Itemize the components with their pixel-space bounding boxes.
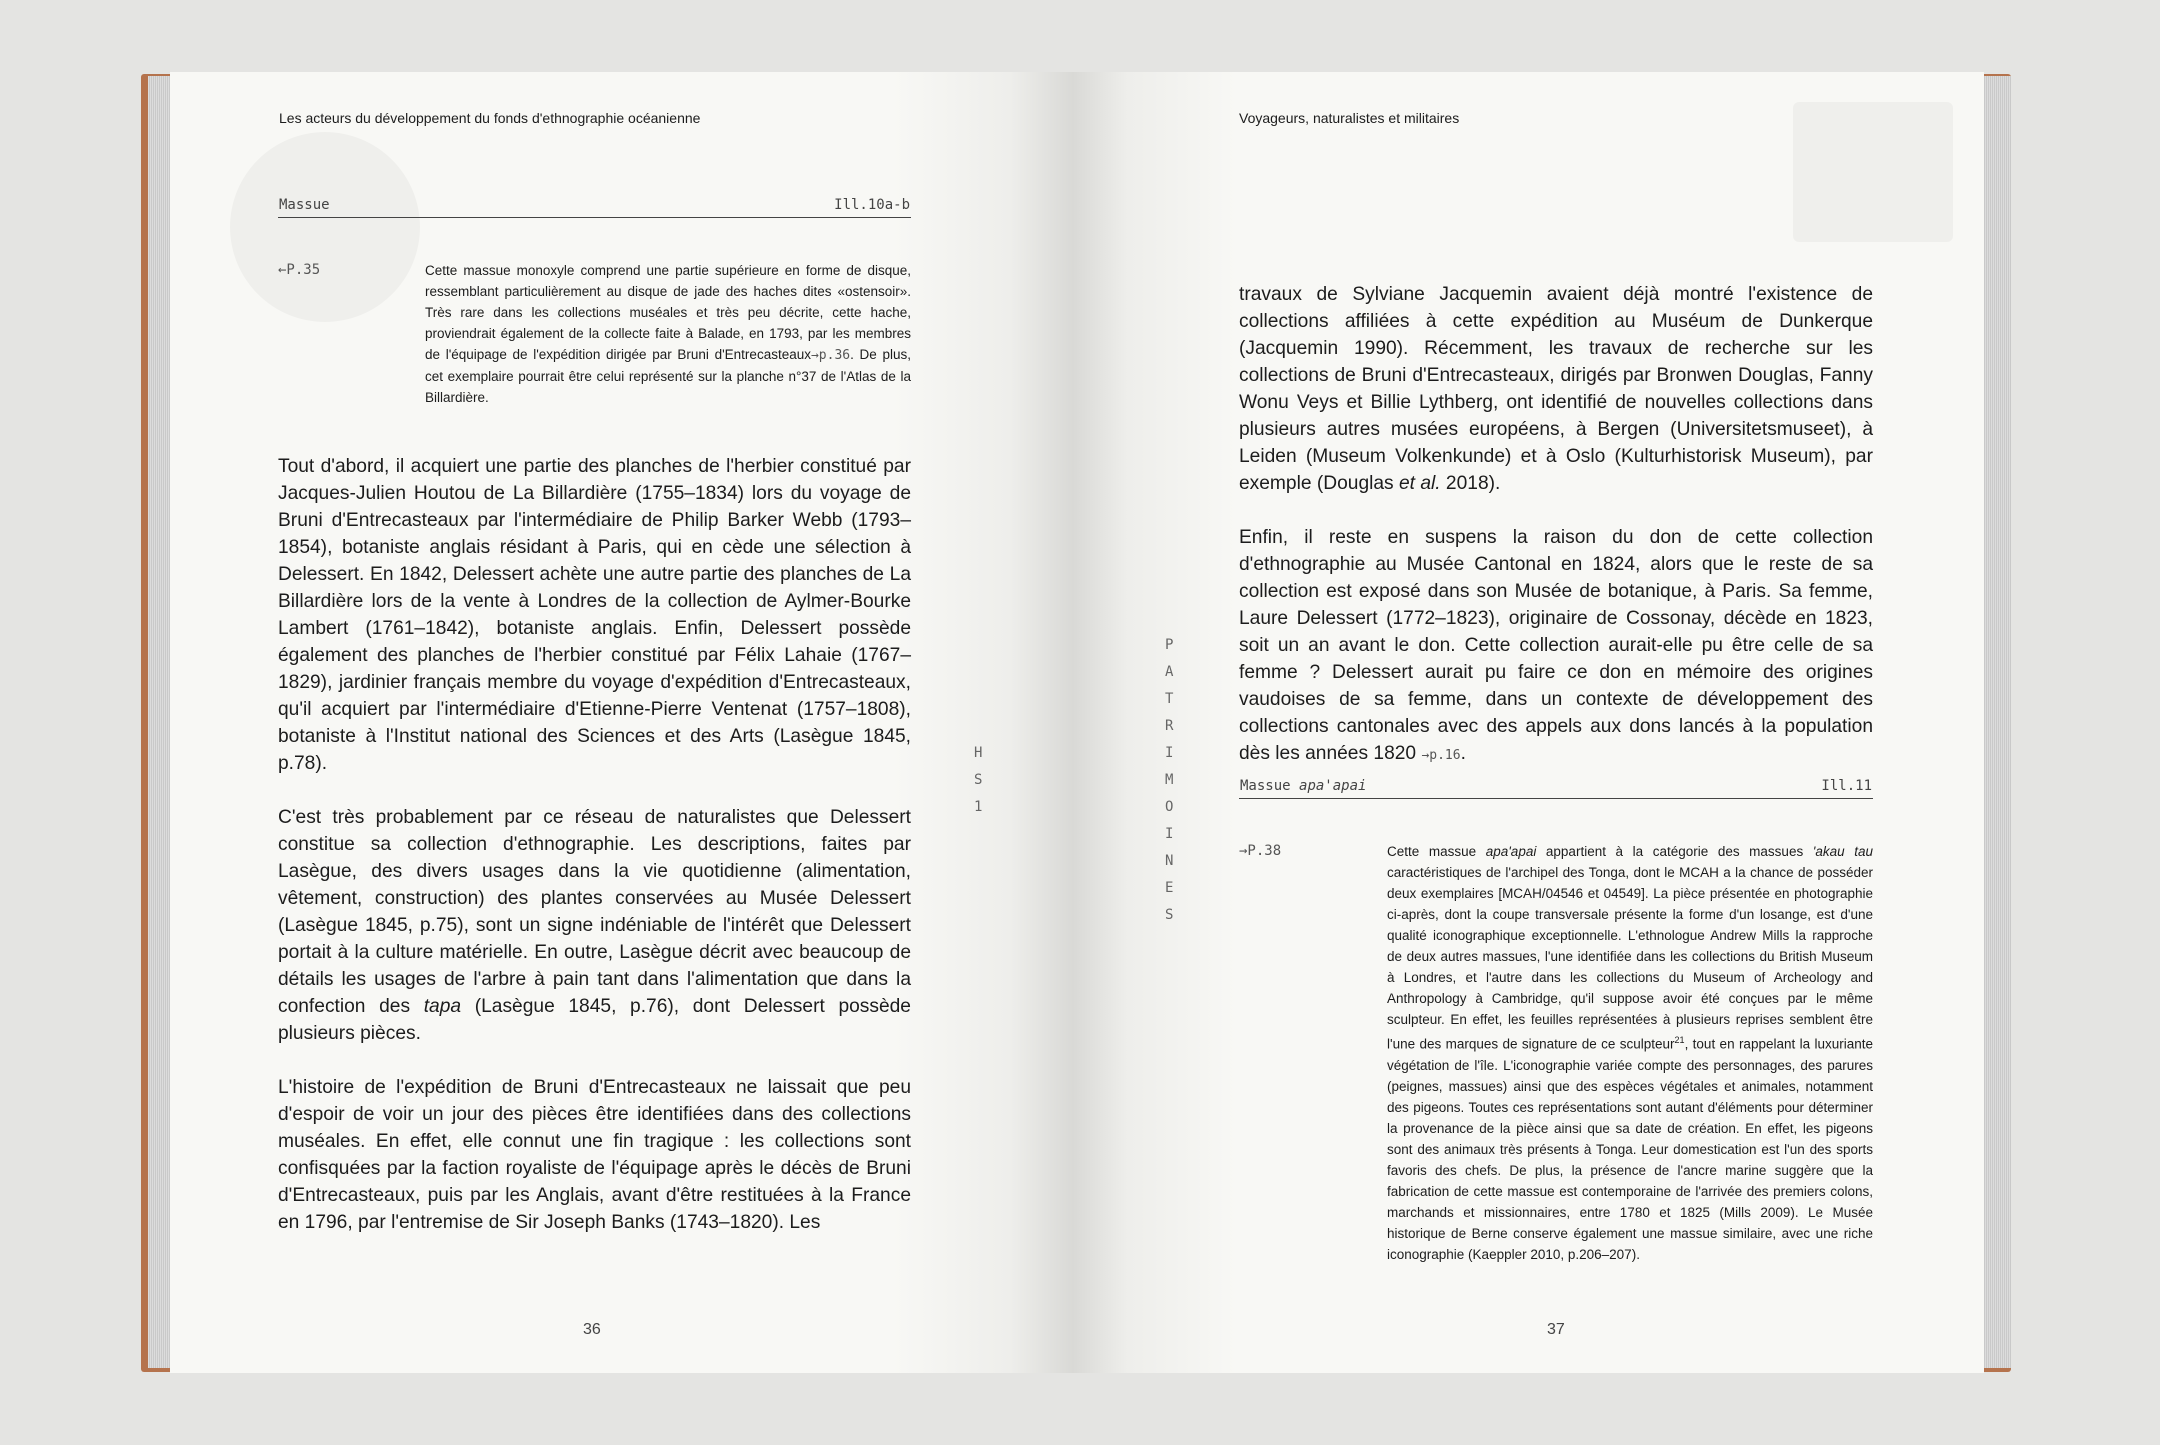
running-head-left: Les acteurs du développement du fonds d'ethnographie océanienne: [279, 110, 701, 126]
left-page: [170, 72, 1073, 1373]
body-text-right: [1239, 281, 1873, 796]
page-edge-right: [1981, 76, 2011, 1368]
running-head-right: Voyageurs, naturalistes et militaires: [1239, 110, 1460, 126]
caption-ill-number: Ill.11: [1821, 778, 1872, 794]
show-through-shape: [230, 132, 420, 322]
inline-page-ref[interactable]: →p.16: [1421, 748, 1461, 763]
caption-massue-apaapai: [1239, 778, 1874, 1262]
caption-text: Cette massue monoxyle comprend une partie supérieure en forme de disque, ressemblant particulièrement au disque de jade des haches dites «ostensoir». Très rare dans les collections muséales et très peu décrite, cette hache, proviendrait également de la collecte faite à Balade, en 1793, par les membres de l'équipage de l'expédition dirigée par Bruni d'Entrecasteaux→p.36. De plus, cet exemplaire pourrait être celui représenté sur la planche n°37 de l'Atlas de la Billardière.: [425, 263, 912, 405]
side-index-right: P A T R I M O I N E S: [1165, 637, 1174, 923]
footnote-marker: 21: [1674, 1035, 1685, 1045]
caption-title: Massue: [279, 197, 330, 213]
paragraph: L'histoire de l'expédition de Bruni d'Entrecasteaux ne laissait que peu d'espoir de voir un jour des pièces être identifiées dans des collections muséales. En effet, elle connut une fin tragique : les collections sont confisquées par la faction royaliste de l'équipage après le décès de Bruni d'Entrecasteaux, puis par les Anglais, avant d'être restituées à la France en 1796, par l'entremise de Sir Joseph Banks (1743–1820). Les: [278, 1077, 911, 1233]
caption-massue: [278, 197, 912, 405]
show-through-shape: [1793, 102, 1953, 242]
paragraph: Enfin, il reste en suspens la raison du don de cette collection d'ethnographie au Musée Cantonal en 1824, alors que le reste de sa collection est exposé dans son Musée de botanique, à Paris. Sa femme, Laure Delessert (1772–1823), originaire de Cossonay, décède en 1823, soit un an avant le don. Cette collection aurait-elle pu être celle de sa femme ? Delessert aurait pu faire ce don en mémoire des origines vaudoises de sa femme, dans un contexte de développement des collections cantonales avec des appels aux dons lancés à la population dès les années 1820 →p.16.: [1239, 527, 1873, 764]
paragraph: C'est très probablement par ce réseau de naturalistes que Delessert constitue sa collection d'ethnographie. Les descriptions, faites par Lasègue, des divers usages dans la vie quotidienne (alimentation, vêtement, construction) des plantes conservées au Musée Delessert (Lasègue 1845, p.75), sont un signe indéniable de l'intérêt que Delessert portait à la culture matérielle. En outre, Lasègue décrit avec beaucoup de détails les usages de l'arbre à pain tant dans l'alimentation que dans la confection des tapa (Lasègue 1845, p.76), dont Delessert possède plusieurs pièces.: [278, 807, 911, 1044]
body-text-left: [278, 453, 911, 1263]
caption-title: Massue apa'apai: [1240, 778, 1367, 794]
page-number-left: 36: [583, 1321, 601, 1338]
caption-page-ref[interactable]: ←P.35: [278, 262, 321, 278]
page-number-right: 37: [1547, 1321, 1565, 1338]
caption-page-ref[interactable]: →P.38: [1239, 843, 1282, 859]
caption-ill-number: Ill.10a-b: [834, 197, 910, 213]
paragraph: Tout d'abord, il acquiert une partie des planches de l'herbier constitué par Jacques-Julien Houtou de La Billardière (1755–1834) lors du voyage de Bruni d'Entrecasteaux par l'intermédiaire de Philip Barker Webb (1793–1854), botaniste anglais résidant à Paris, qui en cède une sélection à Delessert. En 1842, Delessert achète une autre partie des planches de La Billardière lors de la vente à Londres de la collection de Aylmer-Bourke Lambert (1761–1842), botaniste anglais. Enfin, Delessert possède également des planches de l'herbier constitué par Félix Lahaie (1767–1829), jardinier français membre du voyage d'expédition d'Entrecasteaux, qu'il acquiert par l'intermédiaire d'Etienne-Pierre Ventenat (1757–1808), botaniste à l'Institut national des Sciences et des Arts (Lasègue 1845, p.78).: [278, 456, 911, 774]
right-page: [1073, 72, 1984, 1373]
side-index-left: H S 1: [974, 745, 983, 815]
inline-page-ref[interactable]: →p.36: [810, 348, 851, 363]
paragraph: travaux de Sylviane Jacquemin avaient déjà montré l'existence de collections affiliées à cette expédition au Muséum de Dunkerque (Jacquemin 1990). Récemment, les travaux de recherche sur les collections de Bruni d'Entrecasteaux, dirigés par Bronwen Douglas, Fanny Wonu Veys et Billie Lythberg, ont identifié de nouvelles collections dans plusieurs autres musées européens, à Bergen (Universitetsmuseet), à Leiden (Museum Volkenkunde) et à Oslo (Kulturhistorisk Museum), par exemple (Douglas et al. 2018).: [1239, 284, 1873, 494]
caption-text: Cette massue apa'apai appartient à la catégorie des massues 'akau tau caractéristiques de l'archipel des Tonga, dont le MCAH a la chance de posséder deux exemplaires [MCAH/04546 et 04549]. La pièce présentée en photographie ci-après, dont la coupe transversale présente la forme d'un losange, est d'une qualité iconographique exceptionnelle. L'ethnologue Andrew Mills la rapproche de deux autres massues, l'une identifiée dans les collections du British Museum à Londres, et l'autre dans les collections du Museum of Archeology and Anthropology à Cambridge, qu'il suppose avoir été conçues par le même sculpteur. En effet, les feuilles représentées à plusieurs reprises semblent être l'une des marques de signature de ce sculpteur$^{21}$, tout en rappelant la luxuriante végétation de l'île. L'iconographie variée compte des personnages, des parures (peignes, massues) ainsi que des espèces végétales et animales, notamment des pigeons. Toutes ces représentations sont autant d'éléments pour déterminer la provenance de la pièce ainsi que sa date de création. En effet, les pigeons sont des animaux très présents à Tonga. Leur domestication est l'un des sports favoris des chefs. De plus, la présence de l'ancre marine suggère que la fabrication de cette massue est contemporaine de l'arrivée des premiers colons, marchands et missionnaires, entre 1780 et 1825 (Mills 2009). Le Musée historique de Berne conserve également une massue similaire, avec une riche iconographie (Kaeppler 2010, p.206–207).: [1387, 844, 1874, 1262]
